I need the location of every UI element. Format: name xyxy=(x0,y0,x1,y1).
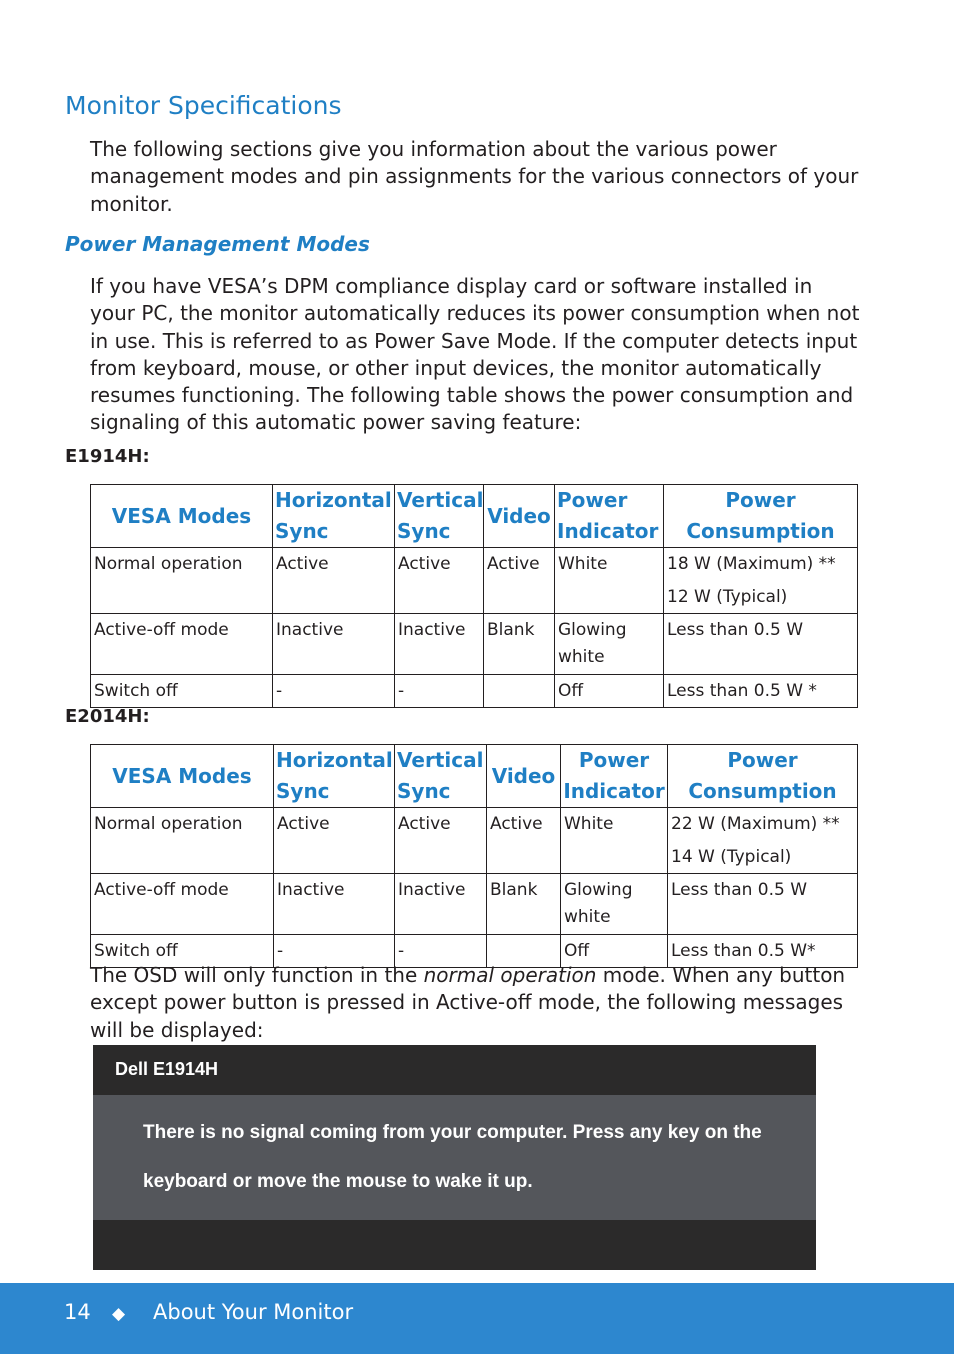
cell-vsync: Inactive xyxy=(395,874,487,935)
osd-title: Dell E1914H xyxy=(115,1059,219,1079)
cell-vsync: Inactive xyxy=(395,614,484,675)
cell-video xyxy=(484,675,555,708)
page-number: 14 xyxy=(64,1300,91,1324)
consumption-typical: 12 W (Typical) xyxy=(667,587,788,607)
osd-paragraph xyxy=(90,962,860,1044)
section-paragraph: If you have VESA’s DPM compliance display card or software installed in your PC, the monitor automatically reduces its power consumption when not in use. This is referred to as Power Save Mode. If the computer detects input from keyboard, mouse, or other input devices, the monitor automatically resumes functioning. The following table shows the power consumption and signaling of this automatic power saving feature: xyxy=(90,274,860,435)
cell-hsync: - xyxy=(273,675,395,708)
cell-indicator: White xyxy=(561,808,668,874)
cell-consumption xyxy=(668,808,858,874)
footer-section-title: About Your Monitor xyxy=(153,1300,354,1324)
header-power-consumption: Power Consumption xyxy=(668,745,858,808)
cell-video: Blank xyxy=(484,614,555,675)
table-header-row xyxy=(91,745,858,808)
model-label-e2014h: E2014H: xyxy=(65,706,150,727)
cell-indicator: Glowing white xyxy=(555,614,664,675)
intro-paragraph: The following sections give you information about the various power management modes and pin assignments for the various connectors of your monitor. xyxy=(90,137,859,216)
cell-consumption xyxy=(664,548,858,614)
osd-paragraph-end: mode. When any button except power button is pressed in Active-off mode, the following messages will be displayed: xyxy=(90,963,846,1042)
cell-consumption: Less than 0.5 W* xyxy=(668,935,858,968)
cell-vsync: - xyxy=(395,935,487,968)
cell-vsync: - xyxy=(395,675,484,708)
cell-vsync: Active xyxy=(395,808,487,874)
table-row xyxy=(91,548,858,614)
cell-video: Active xyxy=(484,548,555,614)
header-vesa-modes: VESA Modes xyxy=(91,485,273,548)
cell-indicator: Off xyxy=(561,935,668,968)
cell-consumption: Less than 0.5 W * xyxy=(664,675,858,708)
cell-hsync: Inactive xyxy=(273,614,395,675)
cell-hsync: Inactive xyxy=(274,874,395,935)
cell-hsync: Active xyxy=(273,548,395,614)
cell-mode: Switch off xyxy=(91,935,274,968)
osd-paragraph-start: The OSD will only function in the xyxy=(90,963,424,987)
power-table-e1914h xyxy=(90,484,858,708)
header-power-indicator: Power Indicator xyxy=(561,745,668,808)
header-vertical-sync: Vertical Sync xyxy=(395,485,484,548)
cell-mode: Normal operation xyxy=(91,548,273,614)
header-horizontal-sync: Horizontal Sync xyxy=(274,745,395,808)
table-header-row xyxy=(91,485,858,548)
section-title: Power Management Modes xyxy=(65,232,370,256)
table-row xyxy=(91,808,858,874)
consumption-max: 18 W (Maximum) ** xyxy=(667,554,836,574)
header-video: Video xyxy=(484,485,555,548)
header-vesa-modes: VESA Modes xyxy=(91,745,274,808)
table-row xyxy=(91,675,858,708)
page-footer xyxy=(0,1283,954,1354)
cell-video: Blank xyxy=(487,874,561,935)
cell-mode: Active-off mode xyxy=(91,874,274,935)
header-power-indicator: Power Indicator xyxy=(555,485,664,548)
cell-indicator: White xyxy=(555,548,664,614)
cell-mode: Normal operation xyxy=(91,808,274,874)
model-label-e1914h: E1914H: xyxy=(65,446,150,467)
power-table-e2014h xyxy=(90,744,858,968)
cell-hsync: - xyxy=(274,935,395,968)
osd-paragraph-emphasis: normal operation xyxy=(423,963,597,987)
cell-indicator: Off xyxy=(555,675,664,708)
table-row xyxy=(91,874,858,935)
cell-mode: Switch off xyxy=(91,675,273,708)
cell-video: Active xyxy=(487,808,561,874)
page-title: Monitor Specifications xyxy=(65,91,342,120)
cell-vsync: Active xyxy=(395,548,484,614)
cell-consumption: Less than 0.5 W xyxy=(664,614,858,675)
diamond-icon: ◆ xyxy=(112,1304,126,1324)
consumption-typical: 14 W (Typical) xyxy=(671,847,792,867)
osd-body xyxy=(93,1095,816,1220)
header-power-consumption: Power Consumption xyxy=(664,485,858,548)
cell-mode: Active-off mode xyxy=(91,614,273,675)
header-video: Video xyxy=(487,745,561,808)
osd-message: There is no signal coming from your computer. Press any key on the keyboard or move the mouse to wake it up. xyxy=(143,1122,762,1192)
header-vertical-sync: Vertical Sync xyxy=(395,745,487,808)
header-horizontal-sync: Horizontal Sync xyxy=(273,485,395,548)
osd-message-box xyxy=(93,1045,816,1270)
cell-hsync: Active xyxy=(274,808,395,874)
cell-indicator: Glowing white xyxy=(561,874,668,935)
consumption-max: 22 W (Maximum) ** xyxy=(671,814,840,834)
table-row xyxy=(91,614,858,675)
cell-consumption: Less than 0.5 W xyxy=(668,874,858,935)
